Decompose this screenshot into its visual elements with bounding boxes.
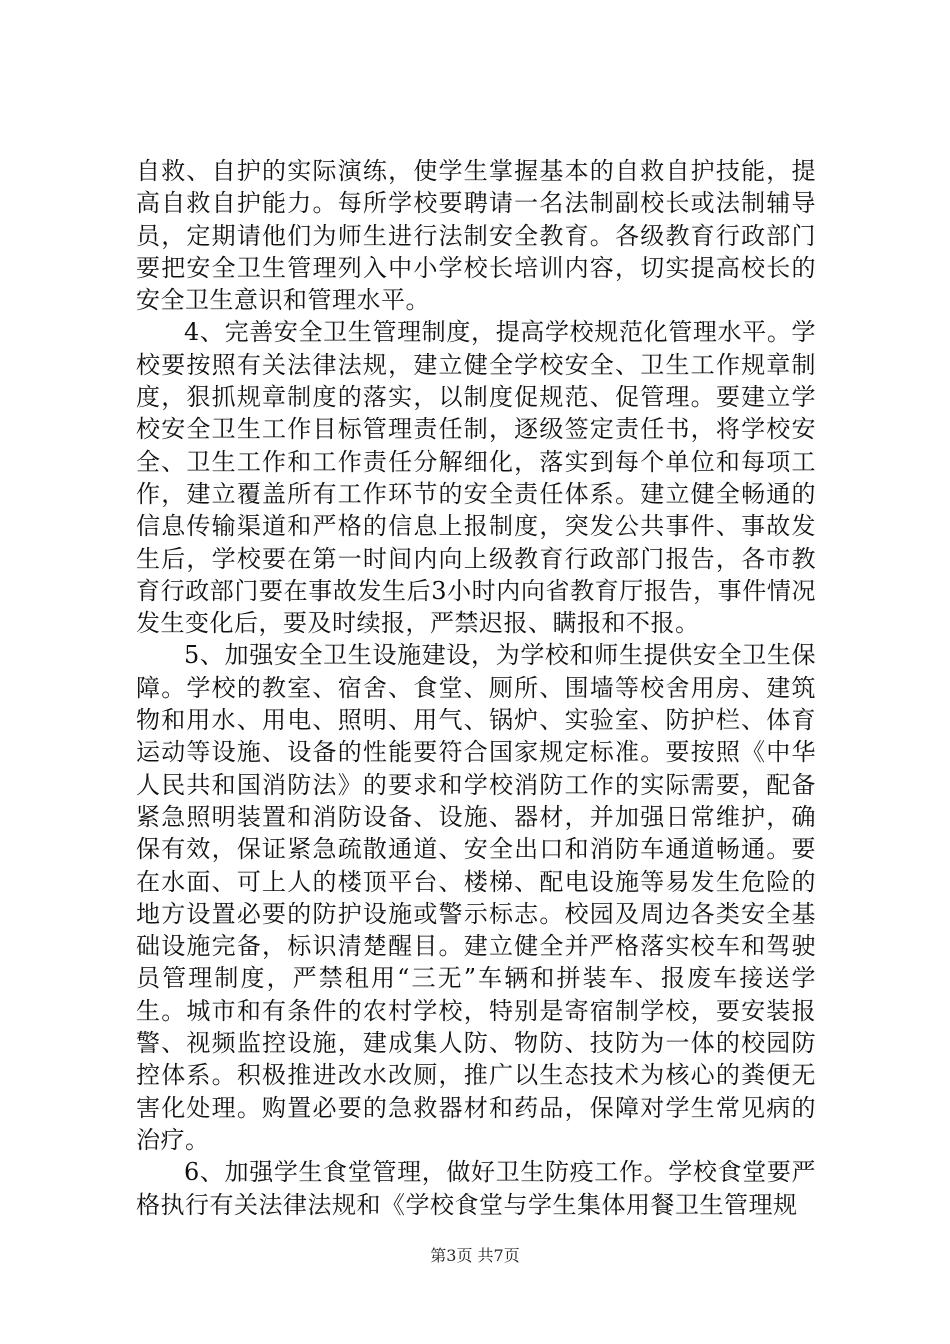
paragraph-continued: 自救、自护的实际演练，使学生掌握基本的自救自护技能，提高自救自护能力。每所学校要聘请一名法制副校长或法制辅导员，定期请他们为师生进行法制安全教育。各级教育行政部门要把安全卫生管理列入中小学校长培训内容，切实提高校长的安全卫生意识和管理水平。 xyxy=(136,157,816,315)
paragraph-item-6: 6、加强学生食堂管理，做好卫生防疫工作。学校食堂要严格执行有关法律法规和《学校食堂与学生集体用餐卫生管理规 xyxy=(136,1158,816,1219)
paragraph-item-4: 4、完善安全卫生管理制度，提高学校规范化管理水平。学校要按照有关法律法规，建立健全学校安全、卫生工作规章制度，狠抓规章制度的落实，以制度促规范、促管理。要建立学校安全卫生工作目标管理责任制，逐级签定责任书，将学校安全、卫生工作和工作责任分解细化，落实到每个单位和每项工作，建立覆盖所有工作环节的安全责任体系。建立健全畅通的信息传输渠道和严格的信息上报制度，突发公共事件、事故发生后，学校要在第一时间内向上级教育行政部门报告，各市教育行政部门要在事故发生后3小时内向省教育厅报告，事件情况发生变化后，要及时续报，严禁迟报、瞒报和不报。 xyxy=(136,318,816,638)
page-number-footer: 第3页 共7页 xyxy=(430,1246,520,1265)
paragraph-item-5: 5、加强安全卫生设施建设，为学校和师生提供安全卫生保障。学校的教室、宿舍、食堂、厕所、围墙等校舍用房、建筑物和用水、用电、照明、用气、锅炉、实验室、防护栏、体育运动等设施、设备的性能要符合国家规定标准。要按照《中华人民共和国消防法》的要求和学校消防工作的实际需要，配备紧急照明装置和消防设备、设施、器材，并加强日常维护，确保有效，保证紧急疏散通道、安全出口和消防车通道畅通。要在水面、可上人的楼顶平台、楼梯、配电设施等易发生危险的地方设置必要的防护设施或警示标志。校园及周边各类安全基础设施完备，标识清楚醒目。建立健全并严格落实校车和驾驶员管理制度，严禁租用“三无”车辆和拼装车、报废车接送学生。城市和有条件的农村学校，特别是寄宿制学校，要安装报警、视频监控设施，建成集人防、物防、技防为一体的校园防控体系。积极推进改水改厕，推广以生态技术为核心的粪便无害化处理。购置必要的急救器材和药品，保障对学生常见病的治疗。 xyxy=(136,641,816,1154)
body-text xyxy=(136,155,816,1221)
